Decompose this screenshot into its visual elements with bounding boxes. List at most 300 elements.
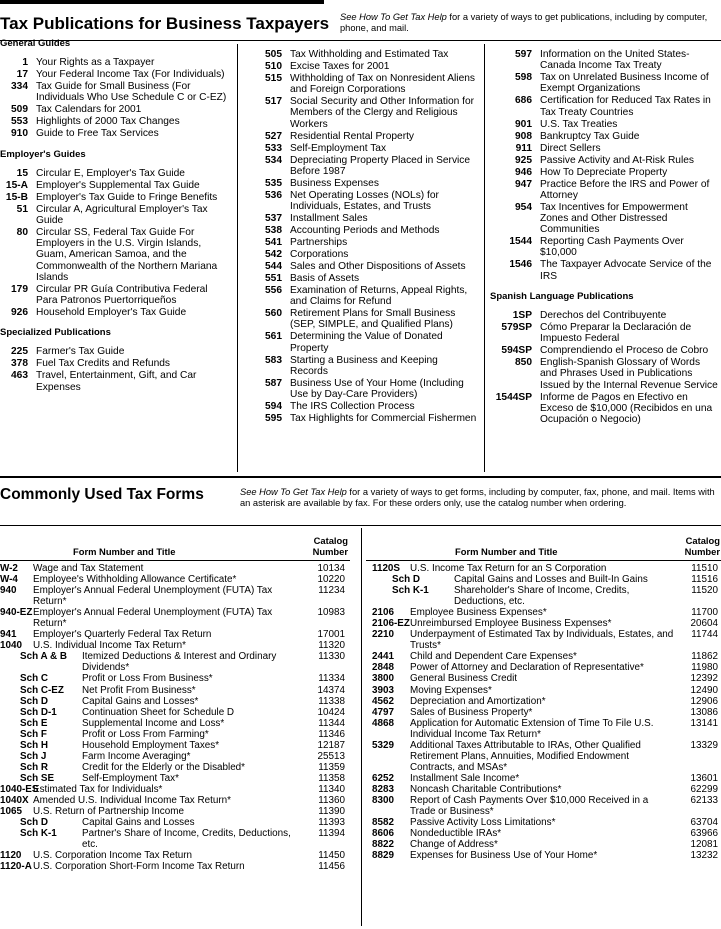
publication-title: Travel, Entertainment, Gift, and Car Expenses xyxy=(36,370,197,393)
form-catalog-number: 13329 xyxy=(690,739,718,751)
form-row xyxy=(0,585,345,607)
form-title: Supplemental Income and Loss* xyxy=(82,717,225,729)
form-title: General Business Credit xyxy=(410,673,518,685)
publication-number: 551 xyxy=(265,273,282,285)
form-title: U.S. Individual Income Tax Return* xyxy=(33,640,186,652)
form-title: Depreciation and Amortization* xyxy=(410,695,546,707)
publication-title: Your Federal Income Tax (For Individuals) xyxy=(36,69,225,81)
form-row xyxy=(372,795,718,817)
form-title: Expenses for Business Use of Your Home* xyxy=(410,850,598,862)
publication-title: Basis of Assets xyxy=(290,273,360,285)
publication-number: 537 xyxy=(265,213,282,225)
form-number: 4797 xyxy=(372,706,394,718)
form-row xyxy=(372,850,718,861)
form-title: Nondeductible IRAs* xyxy=(410,828,502,840)
publication-item xyxy=(0,69,230,80)
publication-title: Farmer's Tax Guide xyxy=(36,346,125,358)
publication-number: 908 xyxy=(515,130,532,142)
publication-number: 534 xyxy=(265,154,282,166)
form-title: Installment Sale Income* xyxy=(410,772,520,784)
publication-number: 51 xyxy=(16,203,28,215)
publication-number: 505 xyxy=(265,49,282,60)
form-row xyxy=(372,718,718,740)
form-title: U.S. Income Tax Return for an S Corporation xyxy=(410,563,607,574)
publication-item xyxy=(0,358,230,369)
publication-item xyxy=(0,81,230,103)
publication-item xyxy=(490,143,718,154)
publications-note xyxy=(340,12,715,34)
form-number: Sch R xyxy=(20,761,48,773)
form-title: Credit for the Elderly or the Disabled* xyxy=(82,761,246,773)
publication-item xyxy=(246,331,478,353)
form-number: 8606 xyxy=(372,828,394,840)
publication-item xyxy=(246,261,478,272)
publication-title: Comprendiendo el Proceso de Cobro xyxy=(540,345,709,357)
publication-item xyxy=(246,378,478,400)
form-catalog-number: 12081 xyxy=(690,839,718,851)
publication-title: Tax Guide for Small Business (For Individuals Who Use Schedule C or C-EZ) xyxy=(36,81,227,104)
publications-title: Tax Publications for Business Taxpayers xyxy=(0,14,330,33)
publication-title: Your Rights as a Taxpayer xyxy=(36,57,155,69)
form-number: 1065 xyxy=(0,806,22,818)
form-title: Passive Activity Loss Limitations* xyxy=(410,817,556,829)
publication-item xyxy=(0,204,230,226)
form-row xyxy=(372,784,718,795)
publication-number: 533 xyxy=(265,142,282,154)
publication-item xyxy=(0,346,230,357)
form-catalog-number: 11334 xyxy=(318,673,345,685)
form-title: Noncash Charitable Contributions* xyxy=(410,783,562,795)
form-title: Application for Automatic Extension of Time To File U.S. Individual Income Tax Return* xyxy=(410,717,654,740)
form-row xyxy=(372,828,718,839)
form-row xyxy=(0,673,345,684)
publication-title: Reporting Cash Payments Over $10,000 xyxy=(540,236,684,259)
form-number: 940-EZ xyxy=(0,607,33,619)
form-row xyxy=(0,607,345,629)
form-number: 8283 xyxy=(372,783,394,795)
form-title: U.S. Return of Partnership Income xyxy=(33,806,184,818)
form-catalog-number: 10220 xyxy=(317,574,345,586)
publication-number: 1544 xyxy=(509,236,532,248)
publication-title: Certification for Reduced Tax Rates in Tax Treaty Countries xyxy=(540,95,711,118)
form-number: Sch C-EZ xyxy=(20,684,64,696)
form-title: Employee Business Expenses* xyxy=(410,607,547,619)
left-catalog-header-line1: Catalog xyxy=(313,535,348,546)
publication-item xyxy=(490,95,718,117)
form-title: Child and Dependent Care Expenses* xyxy=(410,651,577,663)
form-title: Employer's Annual Federal Unemployment (FUTA) Tax Return* xyxy=(33,607,273,630)
form-number: Sch D-1 xyxy=(20,706,57,718)
form-number: Sch SE xyxy=(20,772,55,784)
form-number: Sch D xyxy=(20,695,48,707)
form-title: Change of Address* xyxy=(410,839,498,851)
form-catalog-number: 10134 xyxy=(317,563,345,574)
form-number: Sch K-1 xyxy=(20,828,57,840)
form-row xyxy=(372,629,718,651)
form-number: W-2 xyxy=(0,563,18,574)
form-row xyxy=(372,563,718,574)
publication-title: U.S. Tax Treaties xyxy=(540,118,618,130)
publication-number: 541 xyxy=(265,237,282,249)
publication-title: Circular SS, Federal Tax Guide For Employers in the U.S. Virgin Islands, Guam, American Samoa, and the Commonwealth of the Northern Mariana Islands xyxy=(36,227,218,283)
form-row xyxy=(372,662,718,673)
publication-title: The Taxpayer Advocate Service of the IRS xyxy=(540,259,712,282)
publication-number: 947 xyxy=(515,178,532,190)
form-number: 2106-EZ xyxy=(372,618,410,630)
publication-item xyxy=(246,413,478,424)
form-number: Sch A & B xyxy=(20,651,68,663)
publication-number: 946 xyxy=(515,166,532,178)
form-catalog-number: 11510 xyxy=(691,563,718,574)
form-row xyxy=(0,629,345,640)
form-number: 4562 xyxy=(372,695,394,707)
publication-title: Tax Highlights for Commercial Fishermen xyxy=(290,413,477,425)
right-form-header: Form Number and Title xyxy=(455,546,558,557)
form-number: 8822 xyxy=(372,839,394,851)
form-row xyxy=(0,861,345,872)
form-number: 4868 xyxy=(372,717,394,729)
form-number: 2441 xyxy=(372,651,394,663)
form-row xyxy=(0,828,345,850)
publication-item xyxy=(490,259,718,281)
publication-number: 911 xyxy=(515,142,532,154)
publication-number: 334 xyxy=(11,81,28,93)
publication-number: 850 xyxy=(515,357,532,369)
publication-title: Circular PR Guía Contributiva Federal Para Patronos Puertorriqueños xyxy=(36,283,208,307)
publication-number: 594 xyxy=(265,401,282,413)
form-number: Sch E xyxy=(20,717,48,729)
form-catalog-number: 11456 xyxy=(318,861,345,873)
form-title: Partner's Share of Income, Credits, Deductions, etc. xyxy=(82,828,291,851)
publication-title: Household Employer's Tax Guide xyxy=(36,307,187,319)
form-row xyxy=(372,574,718,585)
form-number: Sch H xyxy=(20,739,48,751)
form-title: Capital Gains and Losses xyxy=(82,817,195,829)
publication-item xyxy=(246,143,478,154)
publication-title: Business Expenses xyxy=(290,177,379,189)
form-row xyxy=(0,729,345,740)
publication-item xyxy=(246,308,478,330)
form-row xyxy=(372,707,718,718)
form-catalog-number: 17001 xyxy=(317,629,345,641)
publication-item xyxy=(490,131,718,142)
column-divider-2 xyxy=(484,44,485,472)
form-catalog-number: 13232 xyxy=(690,850,718,862)
publication-title: Examination of Returns, Appeal Rights, and Claims for Refund xyxy=(290,285,468,308)
publication-number: 527 xyxy=(265,130,282,142)
publication-item xyxy=(490,236,718,258)
right-catalog-header xyxy=(670,536,720,557)
publications-column-2 xyxy=(246,49,478,425)
form-title: Shareholder's Share of Income, Credits, Deductions, etc. xyxy=(454,585,630,608)
form-row xyxy=(0,850,345,861)
section-rule xyxy=(0,476,721,478)
publication-item xyxy=(246,213,478,224)
section-heading: General Guides xyxy=(0,38,71,49)
publication-number: 553 xyxy=(11,116,28,128)
publication-title: Information on the United States-Canada Income Tax Treaty xyxy=(540,49,690,72)
form-catalog-number: 11330 xyxy=(318,651,345,663)
publication-title: Passive Activity and At-Risk Rules xyxy=(540,154,694,166)
form-catalog-number: 10983 xyxy=(317,607,345,619)
publication-item xyxy=(490,49,718,71)
form-row xyxy=(0,574,345,585)
form-number: 8582 xyxy=(372,817,394,829)
publication-number: 561 xyxy=(265,331,282,343)
publication-number: 1 xyxy=(22,57,28,69)
publication-item xyxy=(0,370,230,392)
publication-title: Fuel Tax Credits and Refunds xyxy=(36,358,171,370)
form-catalog-number: 13601 xyxy=(690,772,718,784)
form-title: Net Profit From Business* xyxy=(82,684,196,696)
form-catalog-number: 11344 xyxy=(318,717,345,729)
form-number: Sch C xyxy=(20,673,48,685)
form-row xyxy=(372,817,718,828)
publication-title: Direct Sellers xyxy=(540,142,601,154)
form-number: 3903 xyxy=(372,684,394,696)
publication-item xyxy=(246,155,478,177)
publication-item xyxy=(0,192,230,203)
publication-title: Cómo Preparar la Declaración de Impuesto Federal xyxy=(540,322,692,345)
section-heading: Specialized Publications xyxy=(0,327,111,339)
publication-number: 925 xyxy=(515,154,532,166)
forms-title: Commonly Used Tax Forms xyxy=(0,486,204,503)
form-number: 941 xyxy=(0,629,17,641)
publication-title: Excise Taxes for 2001 xyxy=(290,61,390,72)
publications-note-intro: See How To Get Tax Help xyxy=(340,12,447,22)
right-catalog-header-line2: Number xyxy=(684,545,720,557)
form-row xyxy=(0,718,345,729)
publication-number: 1SP xyxy=(512,310,532,322)
publication-title: Installment Sales xyxy=(290,213,368,225)
form-catalog-number: 12490 xyxy=(690,684,718,696)
right-catalog-header-line1: Catalog xyxy=(685,535,720,546)
form-catalog-number: 11744 xyxy=(691,629,718,641)
form-row xyxy=(0,696,345,707)
publication-item xyxy=(246,96,478,130)
publication-number: 583 xyxy=(265,354,282,366)
form-title: Sales of Business Property* xyxy=(410,706,533,718)
form-row xyxy=(0,806,345,817)
publication-title: Business Use of Your Home (Including Use by Day-Care Providers) xyxy=(290,377,464,401)
form-row xyxy=(0,795,345,806)
form-title: Estimated Tax for Individuals* xyxy=(33,783,163,795)
publication-number: 598 xyxy=(515,72,532,84)
publication-number: 378 xyxy=(11,358,28,370)
publication-item xyxy=(490,119,718,130)
publication-title: Sales and Other Dispositions of Assets xyxy=(290,261,466,273)
publication-item xyxy=(0,284,230,306)
form-row xyxy=(372,651,718,662)
publication-title: Accounting Periods and Methods xyxy=(290,225,440,237)
publication-item xyxy=(246,61,478,72)
form-catalog-number: 11394 xyxy=(318,828,345,840)
form-row xyxy=(0,784,345,795)
form-catalog-number: 12392 xyxy=(690,673,718,685)
publication-number: 556 xyxy=(265,285,282,297)
publication-item xyxy=(490,72,718,94)
publication-number: 954 xyxy=(515,201,532,213)
publication-title: Derechos del Contribuyente xyxy=(540,310,667,322)
form-title: U.S. Corporation Income Tax Return xyxy=(33,850,192,862)
form-title: Additional Taxes Attributable to IRAs, Other Qualified Retirement Plans, Annuities, Modified Endowment Contracts, and MSAs* xyxy=(410,739,641,773)
publication-item xyxy=(0,168,230,179)
publication-title: Bankruptcy Tax Guide xyxy=(540,130,640,142)
form-row xyxy=(372,585,718,607)
publication-number: 17 xyxy=(16,69,28,81)
publication-item xyxy=(0,180,230,191)
publication-number: 510 xyxy=(265,61,282,72)
publication-item xyxy=(246,225,478,236)
form-catalog-number: 11862 xyxy=(691,651,718,663)
form-row xyxy=(0,817,345,828)
publication-item xyxy=(490,179,718,201)
publication-number: 910 xyxy=(11,128,28,140)
publication-title: Retirement Plans for Small Business (SEP, SIMPLE, and Qualified Plans) xyxy=(290,308,456,331)
publication-number: 536 xyxy=(265,189,282,201)
section-heading: Spanish Language Publications xyxy=(490,290,634,302)
publication-title: Social Security and Other Information for Members of the Clergy and Religious Workers xyxy=(290,96,475,130)
form-row xyxy=(372,839,718,850)
publication-item xyxy=(246,273,478,284)
publication-number: 15-A xyxy=(5,179,28,191)
publication-item xyxy=(246,190,478,212)
form-catalog-number: 63966 xyxy=(690,828,718,840)
form-catalog-number: 11338 xyxy=(318,695,345,707)
publication-title: Depreciating Property Placed in Service Before 1987 xyxy=(290,154,471,177)
form-title: Employee's Withholding Allowance Certificate* xyxy=(33,574,237,586)
section-heading: Employer's Guides xyxy=(0,148,86,160)
publication-item xyxy=(0,307,230,318)
form-row xyxy=(372,673,718,684)
publication-title: Self-Employment Tax xyxy=(290,142,387,154)
publication-number: 587 xyxy=(265,377,282,389)
publication-title: Tax Calendars for 2001 xyxy=(36,104,142,116)
publication-item xyxy=(246,355,478,377)
publication-number: 901 xyxy=(515,118,532,130)
form-row xyxy=(372,696,718,707)
publication-item xyxy=(0,104,230,115)
publication-title: Tax Incentives for Empowerment Zones and Other Distressed Communities xyxy=(540,201,688,236)
form-number: 2210 xyxy=(372,629,394,641)
form-number: 6252 xyxy=(372,772,394,784)
form-catalog-number: 13141 xyxy=(690,717,718,729)
publication-title: Circular A, Agricultural Employer's Tax Guide xyxy=(36,203,208,227)
form-catalog-number: 25513 xyxy=(317,750,345,762)
form-catalog-number: 63704 xyxy=(690,817,718,829)
publication-title: Net Operating Losses (NOLs) for Individuals, Estates, and Trusts xyxy=(290,189,439,213)
publication-title: Informe de Pagos en Efectivo en Exceso de $10,000 (Recibidos en una Ocupación o Negocio) xyxy=(540,391,713,426)
publication-number: 517 xyxy=(265,96,282,108)
form-number: 8300 xyxy=(372,794,394,806)
forms-note-intro: See How To Get Tax Help xyxy=(240,487,347,497)
form-title: Unreimbursed Employee Business Expenses* xyxy=(410,618,612,630)
publication-title: Determining the Value of Donated Property xyxy=(290,331,443,354)
left-catalog-header xyxy=(306,536,348,557)
publication-title: Corporations xyxy=(290,249,349,261)
form-catalog-number: 12187 xyxy=(317,739,345,751)
form-title: Household Employment Taxes* xyxy=(82,739,220,751)
form-title: Amended U.S. Individual Income Tax Return* xyxy=(33,794,231,806)
form-number: 1120 xyxy=(0,850,22,862)
publication-item xyxy=(246,131,478,142)
form-row xyxy=(372,773,718,784)
form-row xyxy=(0,651,345,673)
left-catalog-header-line2: Number xyxy=(312,545,348,557)
publication-item xyxy=(490,345,718,356)
form-catalog-number: 62133 xyxy=(690,794,718,806)
form-row xyxy=(372,740,718,773)
form-row xyxy=(0,751,345,762)
form-catalog-number: 11520 xyxy=(691,585,718,597)
forms-right-list xyxy=(372,563,718,861)
publication-title: Guide to Free Tax Services xyxy=(36,128,159,140)
publication-number: 544 xyxy=(265,261,282,273)
publication-item xyxy=(246,401,478,412)
form-catalog-number: 11360 xyxy=(318,794,345,806)
form-number: Sch J xyxy=(20,750,47,762)
form-catalog-number: 11980 xyxy=(691,662,718,674)
publication-number: 15-B xyxy=(5,191,28,203)
publications-note-rest: for a variety of ways to get publications, including by computer, phone, and mail. xyxy=(340,12,708,33)
form-catalog-number: 10424 xyxy=(317,706,345,718)
column-divider-1 xyxy=(237,44,238,472)
form-number: 2106 xyxy=(372,607,394,619)
publication-number: 509 xyxy=(11,104,28,116)
publication-item xyxy=(246,73,478,95)
form-number: Sch F xyxy=(20,728,47,740)
publication-number: 560 xyxy=(265,308,282,320)
publication-title: Employer's Tax Guide to Fringe Benefits xyxy=(36,191,218,203)
publication-item xyxy=(490,202,718,236)
form-number: 1040 xyxy=(0,640,22,652)
form-catalog-number: 11700 xyxy=(691,607,718,619)
form-row xyxy=(0,762,345,773)
left-form-header: Form Number and Title xyxy=(73,546,176,557)
publication-item xyxy=(490,155,718,166)
publication-title: The IRS Collection Process xyxy=(290,401,415,413)
form-title: Employer's Quarterly Federal Tax Return xyxy=(33,629,212,641)
forms-rule xyxy=(0,525,721,526)
publication-number: 926 xyxy=(11,307,28,319)
form-row xyxy=(0,563,345,574)
publication-number: 1546 xyxy=(509,259,532,271)
publication-item xyxy=(246,249,478,260)
forms-left-list xyxy=(0,563,345,872)
form-row xyxy=(0,707,345,718)
publication-item xyxy=(246,237,478,248)
publication-title: Tax on Unrelated Business Income of Exempt Organizations xyxy=(540,72,709,95)
form-number: Sch D xyxy=(392,574,420,586)
publications-column-3 xyxy=(490,49,718,426)
publication-title: English-Spanish Glossary of Words and Phrases Used in Publications Issued by the Internal Revenue Service xyxy=(540,357,718,391)
forms-note-rest: for a variety of ways to get forms, including by computer, fax, phone, and mail. Items with an asterisk are available by fax. For these orders only, use the catalog number when ordering. xyxy=(240,487,715,508)
publication-number: 80 xyxy=(16,227,28,239)
form-title: Employer's Annual Federal Unemployment (FUTA) Tax Return* xyxy=(33,585,273,608)
form-title: Profit or Loss From Farming* xyxy=(82,728,209,740)
form-catalog-number: 11393 xyxy=(318,817,345,829)
publication-title: Withholding of Tax on Nonresident Aliens and Foreign Corporations xyxy=(290,73,475,96)
form-title: Capital Gains and Losses and Built-In Gains xyxy=(454,574,648,586)
form-catalog-number: 11450 xyxy=(318,850,345,862)
form-title: Farm Income Averaging* xyxy=(82,750,191,762)
publication-number: 597 xyxy=(515,49,532,60)
publications-column-1 xyxy=(0,38,230,394)
publication-title: Circular E, Employer's Tax Guide xyxy=(36,167,185,179)
publication-title: Tax Withholding and Estimated Tax xyxy=(290,49,449,60)
publication-number: 15 xyxy=(16,167,28,179)
form-row xyxy=(372,618,718,629)
